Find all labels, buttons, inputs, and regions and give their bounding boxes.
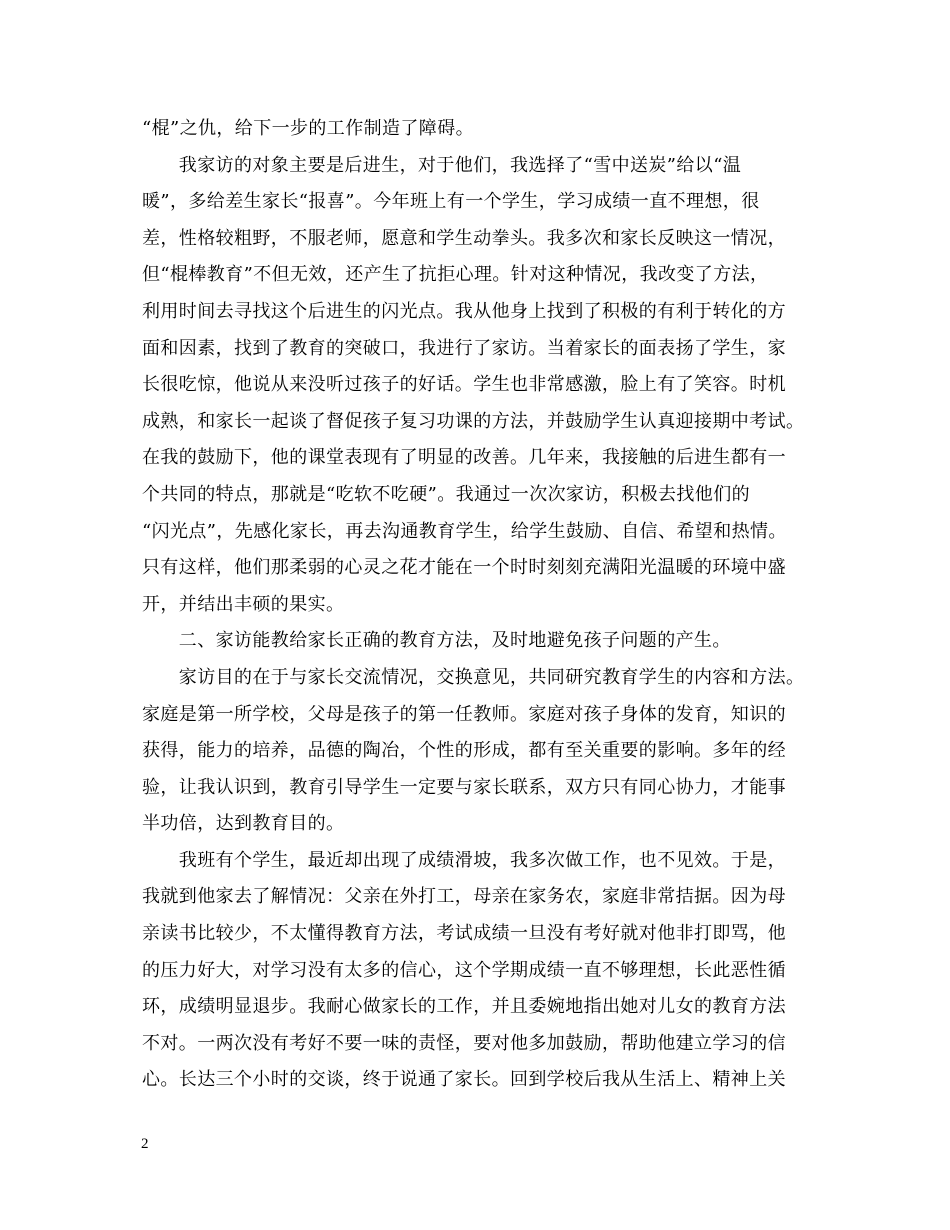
text-line: 心。长达三个小时的交谈，终于说通了家长。回到学校后我从生活上、精神上关 (142, 1069, 786, 1091)
text-line: 只有这样，他们那柔弱的心灵之花才能在一个时时刻刻充满阳光温暖的环境中盛 (142, 557, 786, 579)
text-line: 开，并结出丰硕的果实。 (142, 593, 345, 615)
text-line: 家庭是第一所学校，父母是孩子的第一任教师。家庭对孩子身体的发育，知识的 (142, 703, 786, 725)
text-line: 家访目的在于与家长交流情况，交换意见，共同研究教育学生的内容和方法。 (142, 666, 805, 688)
text-line: 面和因素，找到了教育的突破口，我进行了家访。当着家长的面表扬了学生，家 (142, 337, 786, 359)
body-text (142, 111, 814, 1099)
text-line: 半功倍，达到教育目的。 (142, 813, 345, 835)
text-line: 在我的鼓励下，他的课堂表现有了明显的改善。几年来，我接触的后进生都有一 (142, 447, 786, 469)
page-number: 2 (141, 1136, 149, 1152)
text-line: 获得，能力的培养，品德的陶冶，个性的形成，都有至关重要的影响。多年的经 (142, 740, 786, 762)
section-heading: 二、家访能教给家长正确的教育方法，及时地避免孩子问题的产生。 (142, 630, 731, 652)
text-line: 长很吃惊，他说从来没听过孩子的好话。学生也非常感激，脸上有了笑容。时机 (142, 374, 786, 396)
text-line: “闪光点”，先感化家长，再去沟通教育学生，给学生鼓励、自信、希望和热情。 (142, 520, 787, 542)
text-line: 差，性格较粗野，不服老师，愿意和学生动拳头。我多次和家长反映这一情况， (142, 227, 786, 249)
text-line: 个共同的特点，那就是“吃软不吃硬”。我通过一次次家访，积极去找他们的 (142, 483, 751, 505)
text-line: 我班有个学生，最近却出现了成绩滑坡，我多次做工作，也不见效。于是， (142, 849, 786, 871)
text-line: 成熟，和家长一起谈了督促孩子复习功课的方法，并鼓励学生认真迎接期中考试。 (142, 410, 805, 432)
text-line: 暖”，多给差生家长“报喜”。今年班上有一个学生，学习成绩一直不理想，很 (142, 191, 760, 213)
text-line: 的压力好大，对学习没有太多的信心，这个学期成绩一直不够理想，长此恶性循 (142, 959, 786, 981)
text-line: 利用时间去寻找这个后进生的闪光点。我从他身上找到了积极的有利于转化的方 (142, 300, 786, 322)
text-line: 亲读书比较少，不太懂得教育方法，考试成绩一旦没有考好就对他非打即骂，他 (142, 923, 786, 945)
text-line: 验，让我认识到，教育引导学生一定要与家长联系，双方只有同心协力，才能事 (142, 776, 786, 798)
text-line: 我家访的对象主要是后进生，对于他们，我选择了“雪中送炭”给以“温 (142, 154, 742, 176)
text-line: 但“棍棒教育”不但无效，还产生了抗拒心理。针对这种情况，我改变了方法， (142, 264, 769, 286)
text-line: 环，成绩明显退步。我耐心做家长的工作，并且委婉地指出她对儿女的教育方法 (142, 996, 786, 1018)
text-line: 我就到他家去了解情况：父亲在外打工，母亲在家务农，家庭非常拮据。因为母 (142, 886, 786, 908)
text-line: 不对。一两次没有考好不要一味的责怪，要对他多加鼓励，帮助他建立学习的信 (142, 1032, 786, 1054)
text-line: “棍”之仇，给下一步的工作制造了障碍。 (142, 118, 475, 139)
